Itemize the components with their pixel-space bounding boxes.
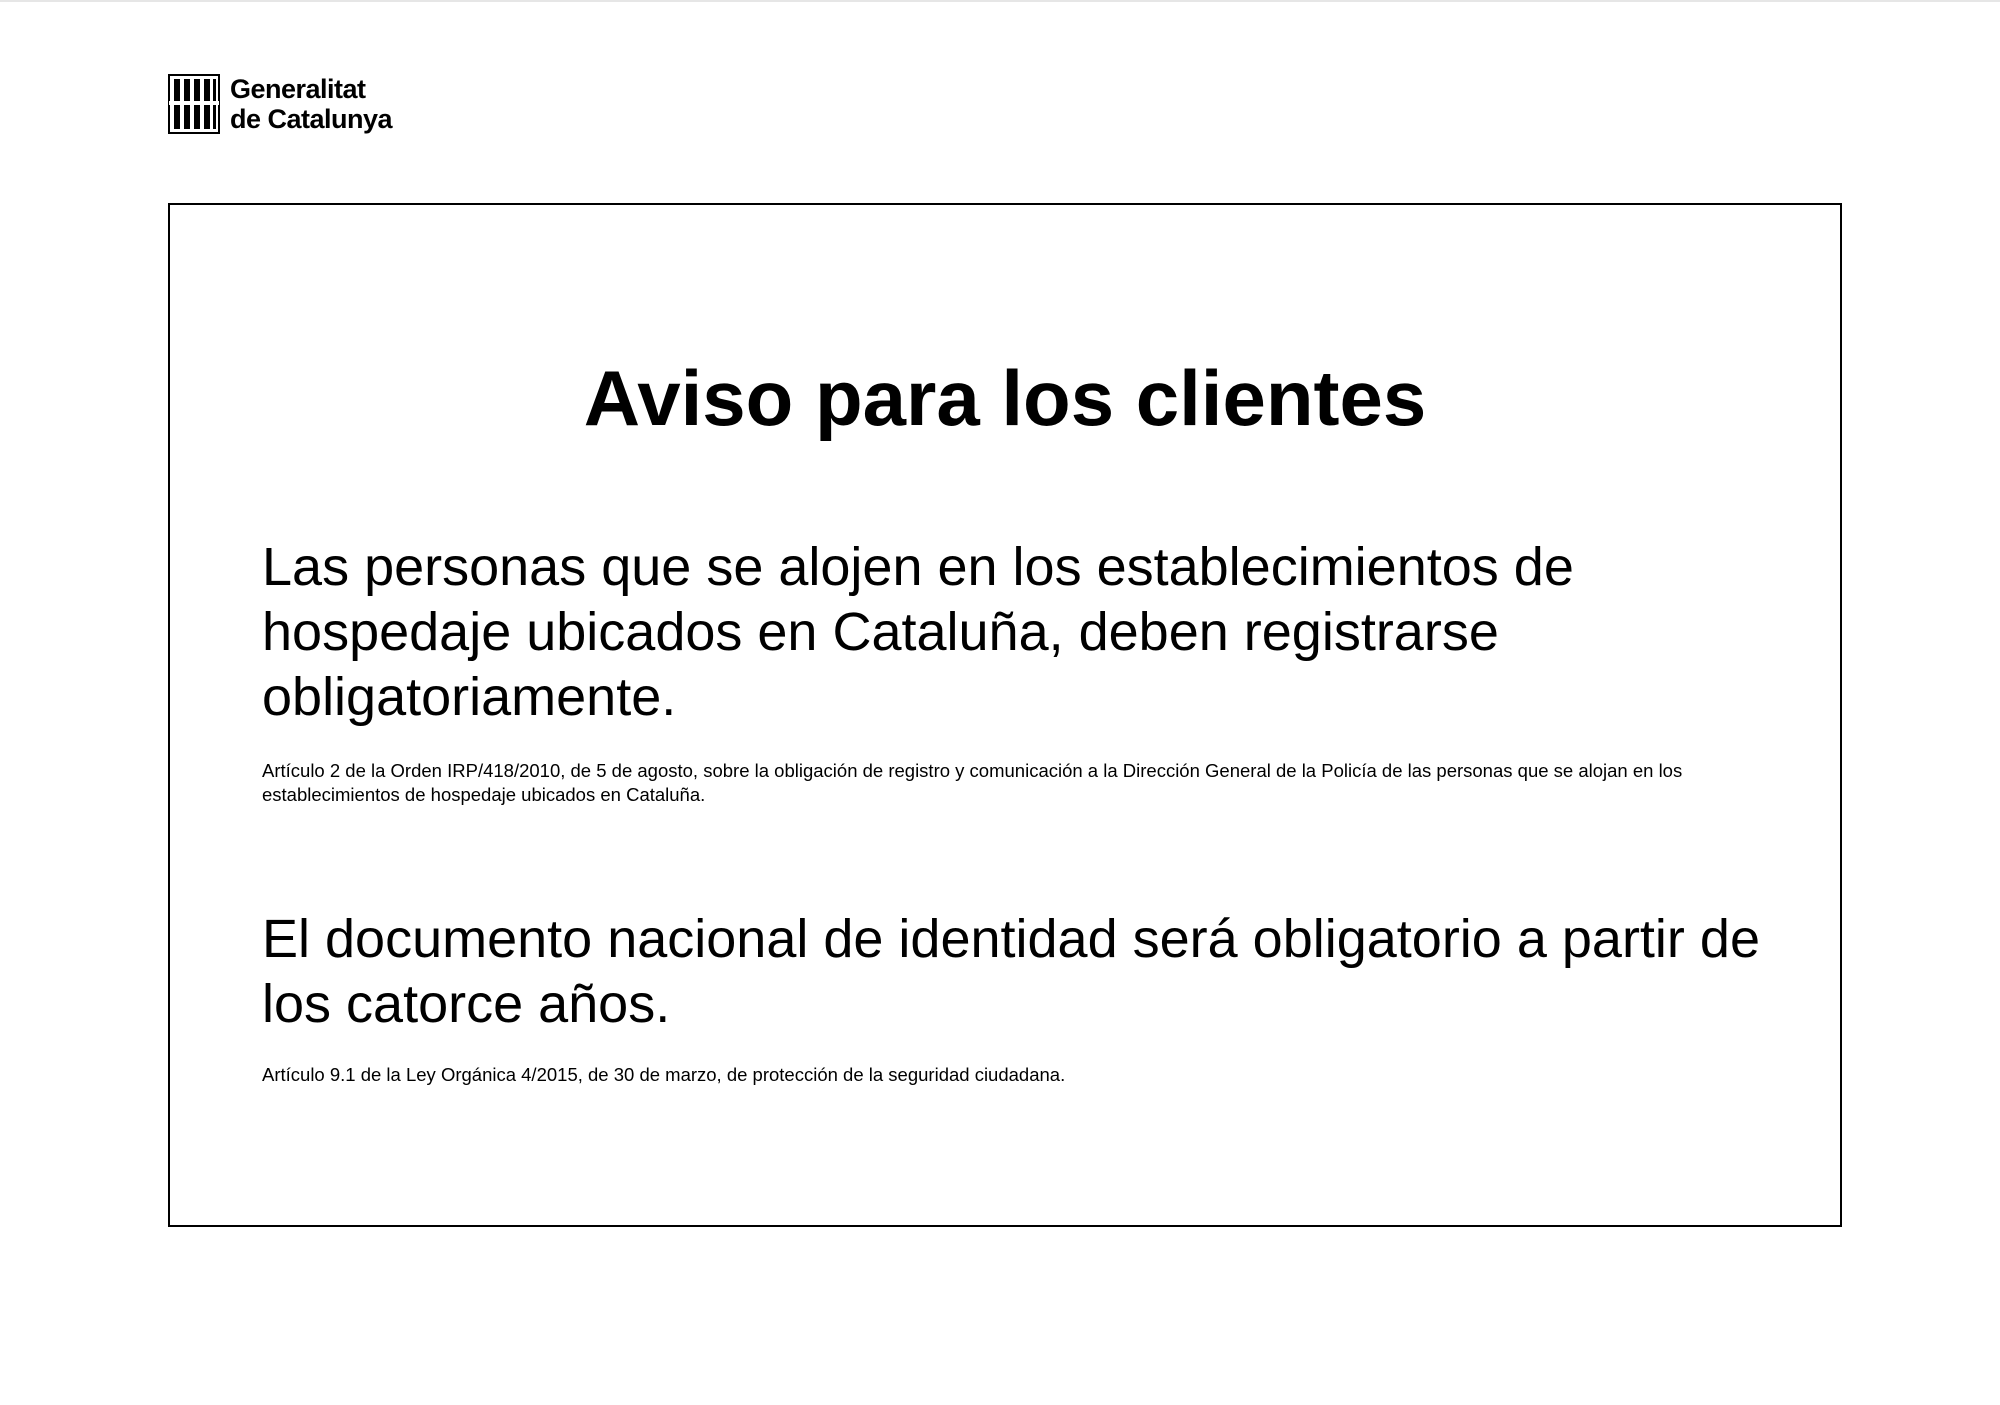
notice-title: Aviso para los clientes xyxy=(583,354,1427,442)
id-document-statement: El documento nacional de identidad será obligatorio a partir de los catorce años. xyxy=(262,909,1760,1034)
notice-box xyxy=(168,203,1842,1227)
registration-statement: Las personas que se alojen en los establecimientos de hospedaje ubicados en Cataluña, deben registrarse obligatoriamente. xyxy=(262,537,1574,727)
logo-line-1: Generalitat xyxy=(230,74,366,104)
generalitat-logo xyxy=(168,72,392,136)
logo-wordmark xyxy=(230,74,392,134)
id-document-citation: Artículo 9.1 de la Ley Orgánica 4/2015, de 30 de marzo, de protección de la seguridad ciudadana. xyxy=(262,1064,1066,1085)
logo-line-2: de Catalunya xyxy=(230,104,393,134)
page-top-rule xyxy=(0,0,2000,2)
generalitat-emblem-icon xyxy=(168,74,220,134)
registration-citation: Artículo 2 de la Orden IRP/418/2010, de 5 de agosto, sobre la obligación de registro y comunicación a la Dirección General de la Policía de las personas que se alojan en los establecimientos de hospedaje ubicados en Cataluña. xyxy=(262,760,1683,805)
